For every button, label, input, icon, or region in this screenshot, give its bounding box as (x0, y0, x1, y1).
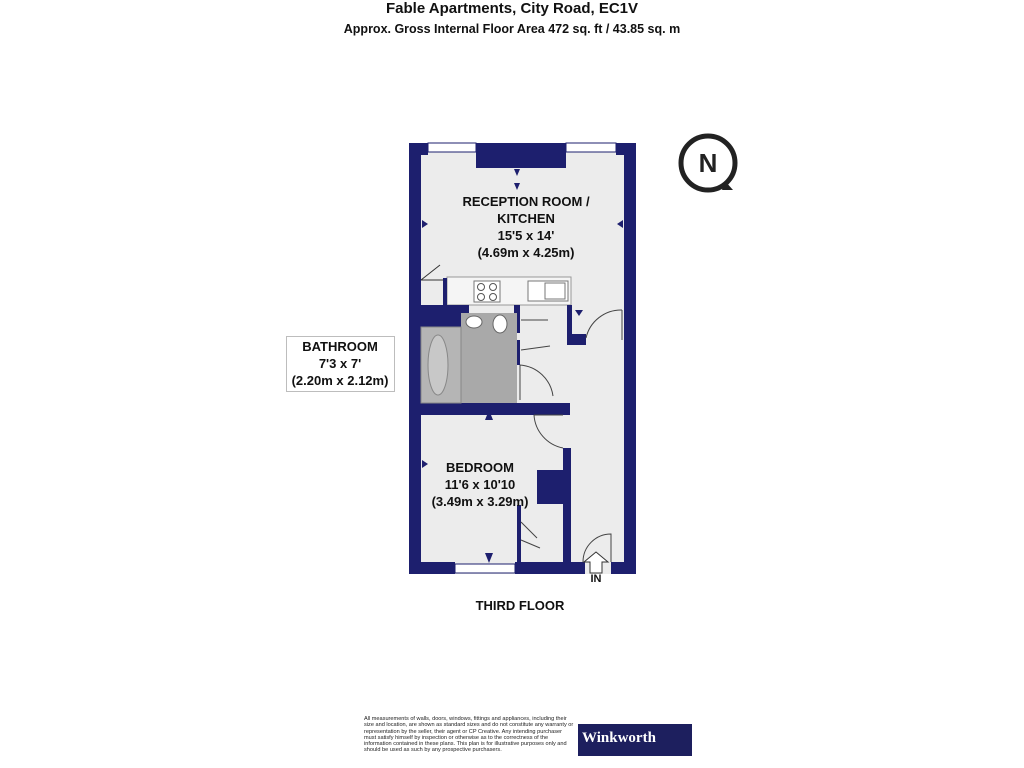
floor-area-subtitle: Approx. Gross Internal Floor Area 472 sq. ft / 43.85 sq. m (343, 22, 681, 36)
cupboard-block (537, 470, 567, 504)
window-reception-left (428, 143, 476, 152)
toilet-icon (493, 315, 507, 333)
bedroom-metric: (3.49m x 3.29m) (431, 494, 529, 509)
bathroom-metric: (2.20m x 2.12m) (291, 373, 389, 388)
reception-imperial: 15'5 x 14' (497, 228, 555, 243)
bathroom-fixtures (421, 313, 517, 403)
sink-icon (528, 281, 568, 301)
compass-icon (681, 136, 735, 190)
reception-name-line1: RECEPTION ROOM / (462, 194, 590, 209)
brand-logo: Winkworth (578, 724, 692, 756)
window-reception-right (566, 143, 616, 152)
entrance-label: IN (590, 573, 602, 585)
reception-room-label (446, 193, 606, 261)
window-bedroom (455, 564, 515, 573)
reception-name-line2: KITCHEN (497, 211, 555, 226)
bathroom-label (286, 338, 394, 389)
disclaimer-text: All measurements of walls, doors, windows, fittings and appliances, including their size and location, are shown as standard sizes and do not constitute any warranty or representation by the seller, their agent or CP Creative. Any intending purchaser must satisfy himself by inspection or otherwise as to the correctness of the information contained in these plans. This plan is for illustrative purposes only and should be used as such by any prospective purchasers. (364, 716, 574, 754)
plan-title: Fable Apartments, City Road, EC1V (386, 0, 638, 17)
bathroom-name: BATHROOM (302, 339, 378, 354)
bedroom-name: BEDROOM (446, 460, 514, 475)
basin-icon (466, 316, 482, 328)
floor-label: THIRD FLOOR (475, 598, 565, 613)
kitchen-counter (447, 277, 571, 305)
compass-letter: N (698, 148, 718, 178)
bedroom-imperial: 11'6 x 10'10 (444, 477, 516, 492)
bathroom-imperial: 7'3 x 7' (318, 356, 362, 371)
bedroom-label (420, 459, 540, 510)
reception-metric: (4.69m x 4.25m) (477, 245, 575, 260)
